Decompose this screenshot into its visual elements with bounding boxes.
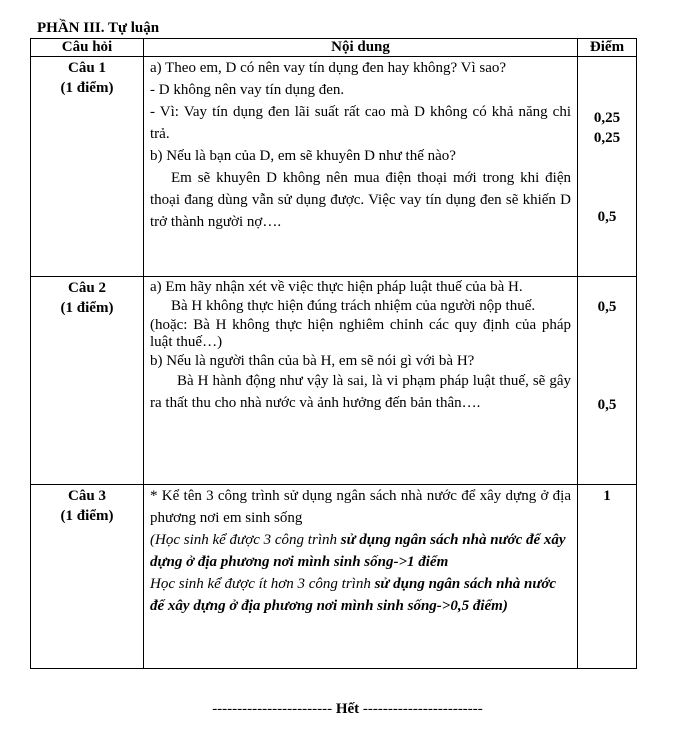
content-line: * Kể tên 3 công trình sử dụng ngân sách nhà nước để xây dựng ở địa phương nơi em sinh sống — [150, 488, 571, 526]
content-line: b) Nếu là bạn của D, em sẽ khuyên D như thế nào? — [150, 148, 456, 164]
rubric-text: (Học sinh kể được 3 công trình — [150, 532, 341, 548]
table-row-q1 — [31, 57, 637, 277]
content-line: b) Nếu là người thân của bà H, em sẽ nói gì với bà H? — [150, 353, 475, 369]
content-line: - D không nên vay tín dụng đen. — [150, 82, 345, 98]
header-question: Câu hỏi — [31, 39, 144, 57]
footer-dashes-left: ------------------------ — [212, 701, 333, 717]
table-header-row — [31, 39, 637, 57]
content-line: Bà H không thực hiện đúng trách nhiệm của người nộp thuế. — [171, 298, 536, 314]
content-line: Em sẽ khuyên D không nên mua điện thoại mới trong khi điện thoại đang dùng vẫn sử dụng được. Việc vay tín dụng đen sẽ khiến D trở thành người nợ…. — [150, 170, 571, 230]
header-score: Điểm — [578, 39, 637, 57]
content-cell-2 — [144, 277, 578, 485]
question-points: (1 điểm) — [60, 80, 114, 96]
score-cell-3 — [578, 485, 637, 669]
content-line: a) Theo em, D có nên vay tín dụng đen hay không? Vì sao? — [150, 60, 507, 76]
content-cell-1 — [144, 57, 578, 277]
question-label: Câu 1 — [68, 60, 106, 76]
question-label: Câu 2 — [68, 280, 106, 296]
score-value: 0,5 — [597, 209, 617, 225]
end-marker — [0, 700, 695, 718]
rubric-line — [150, 573, 571, 617]
question-points: (1 điểm) — [60, 300, 114, 316]
content-line: - Vì: Vay tín dụng đen lãi suất rất cao mà D không có khả năng chi trả. — [150, 104, 571, 142]
score-value: 0,25 — [593, 130, 621, 146]
answer-table — [30, 38, 637, 669]
footer-dashes-right: ------------------------ — [362, 701, 483, 717]
question-cell-2 — [31, 277, 144, 485]
content-line: (hoặc: Bà H không thực hiện nghiêm chỉnh các quy định của pháp luật thuế…) — [150, 317, 571, 350]
rubric-emphasis: sử dụng ngân sách nhà nước để xây dựng ở địa phương nơi mình sinh sống->1 điểm — [150, 532, 566, 570]
content-line: a) Em hãy nhận xét về việc thực hiện pháp luật thuế của bà H. — [150, 279, 523, 295]
content-line: Bà H hành động như vậy là sai, là vi phạm pháp luật thuế, sẽ gây ra thất thu cho nhà nước và ảnh hưởng đến bản thân…. — [150, 373, 571, 411]
score-value: 1 — [603, 488, 611, 504]
table-row-q2 — [31, 277, 637, 485]
content-cell-3 — [144, 485, 578, 669]
question-cell-1 — [31, 57, 144, 277]
score-value: 0,25 — [593, 110, 621, 126]
score-value: 0,5 — [597, 397, 617, 413]
rubric-emphasis: sử dụng ngân sách nhà nước để xây dựng ở địa phương nơi mình sinh sống->0,5 điểm) — [150, 576, 557, 614]
header-content: Nội dung — [144, 39, 578, 57]
table-row-q3 — [31, 485, 637, 669]
question-points: (1 điểm) — [60, 508, 114, 524]
score-cell-1 — [578, 57, 637, 277]
rubric-line — [150, 529, 571, 573]
section-title: PHẦN III. Tự luận — [37, 20, 160, 36]
question-cell-3 — [31, 485, 144, 669]
rubric-text: Học sinh kể được ít hơn 3 công trình — [150, 576, 375, 592]
question-label: Câu 3 — [68, 488, 106, 504]
footer-end-word: Hết — [335, 701, 360, 717]
score-cell-2 — [578, 277, 637, 485]
score-value: 0,5 — [597, 299, 617, 315]
